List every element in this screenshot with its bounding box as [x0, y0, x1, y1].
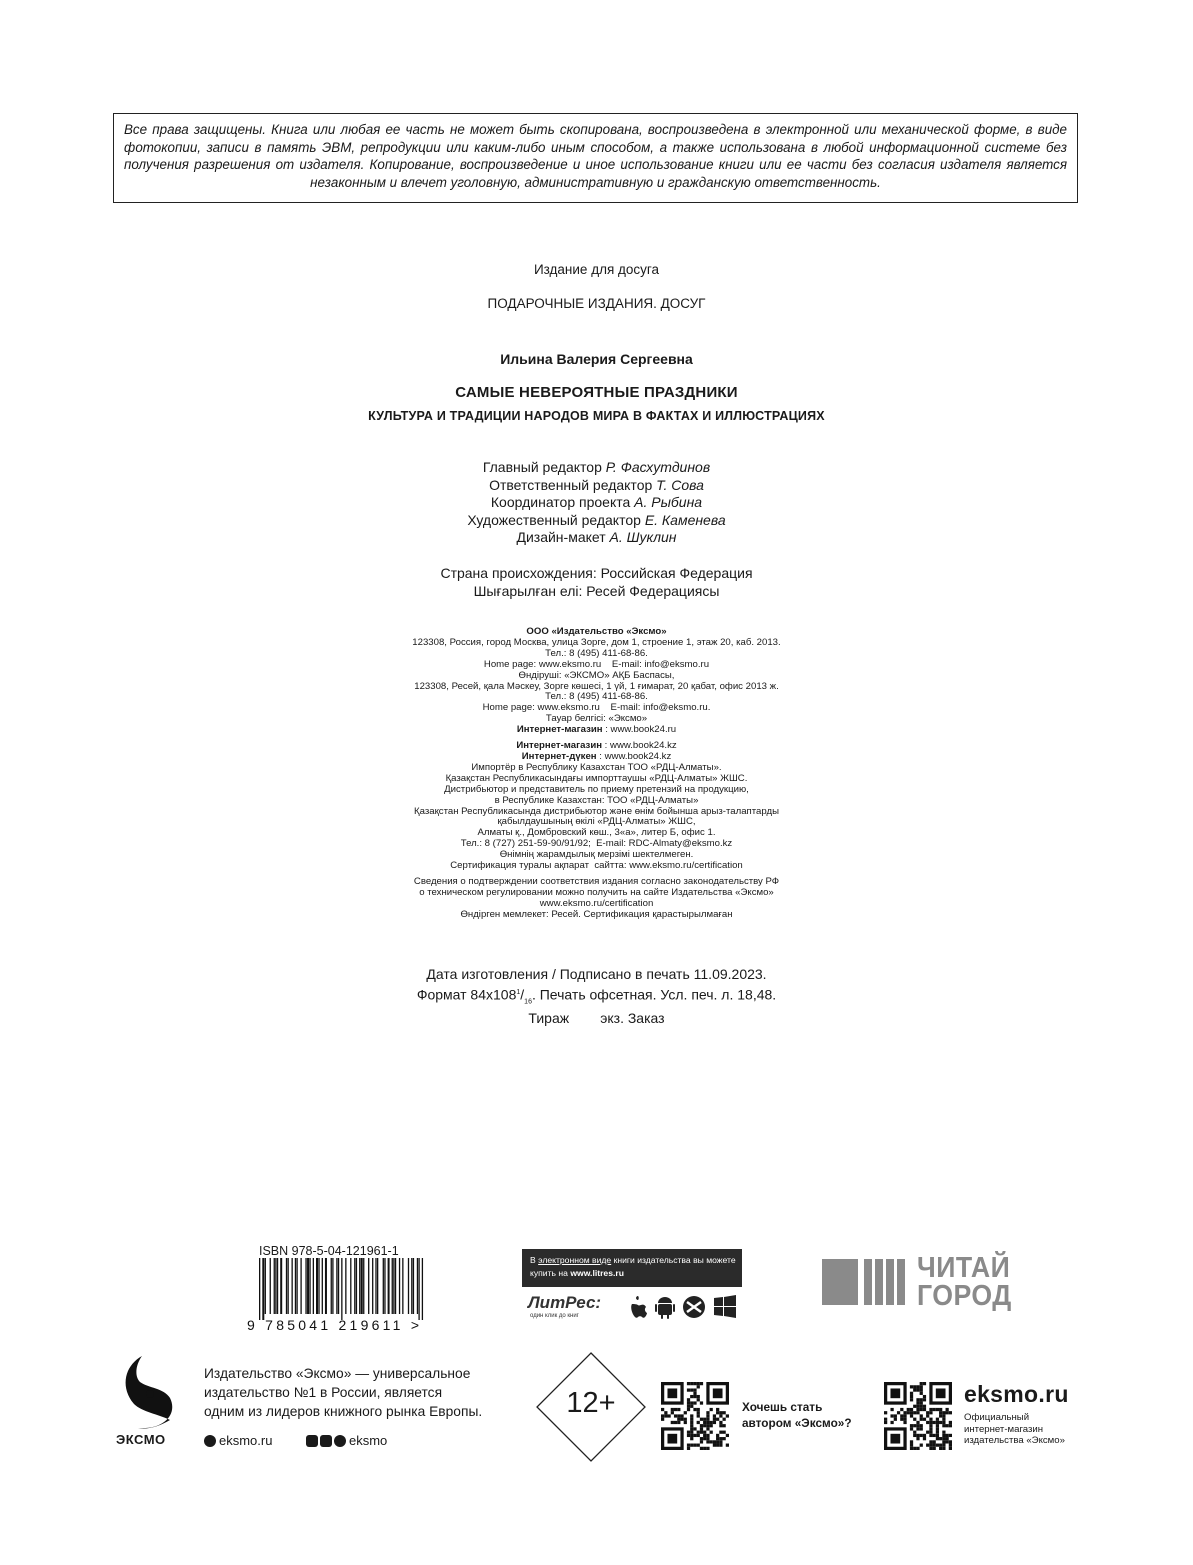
chitai-word: ЧИТАЙ	[917, 1252, 1011, 1284]
credit-line: Координатор проекта А. Рыбина	[490, 494, 703, 511]
eksmo-ru-title[interactable]: eksmo.ru	[964, 1381, 1069, 1407]
telegram-icon	[334, 1435, 346, 1447]
age-rating: 12+	[566, 1387, 616, 1419]
platform-icons	[628, 1294, 740, 1320]
author-qr-code[interactable]	[660, 1382, 730, 1450]
rights-notice: Все права защищены. Книга или любая ее часть не может быть скопирована, воспроизведена в электронной или механической форме, в виде фотокопии, записи в память ЭВМ, репродукции или каким-либо иным способом, а также использована в любой информационной системе без получения разрешения от издателя. Копирование, воспроизведение и иное использование книги или ее части без согласия издателя является незаконным и влечет уголовную, административную и гражданскую ответственность.	[113, 113, 1078, 203]
book-subtitle: КУЛЬТУРА И ТРАДИЦИИ НАРОДОВ МИРА В ФАКТАХ И ИЛЛЮСТРАЦИЯХ	[368, 409, 825, 423]
ok-icon	[320, 1435, 332, 1447]
credits	[0, 459, 1193, 547]
eksmo-site-link[interactable]: eksmo.ru	[204, 1433, 272, 1448]
apple-icon	[631, 1296, 647, 1318]
eksmo-social-links[interactable]: eksmo	[306, 1433, 387, 1448]
eksmo-brand-name: ЭКСМО	[116, 1432, 166, 1447]
windows-icon	[714, 1295, 736, 1318]
eksmo-logo-icon	[118, 1354, 180, 1430]
country-of-origin: Страна происхождения: Российская Федерация Шығарылған елі: Ресей Федерациясы	[440, 565, 753, 599]
litres-banner[interactable]: В электронном виде книги издательства вы можете купить на www.litres.ru	[522, 1249, 742, 1287]
gorod-word: ГОРОД	[917, 1280, 1012, 1312]
series-name: ПОДАРОЧНЫЕ ИЗДАНИЯ. ДОСУГ	[487, 296, 706, 311]
vk-icon	[306, 1435, 318, 1447]
isbn-barcode	[247, 1258, 427, 1333]
book-title: САМЫЕ НЕВЕРОЯТНЫЕ ПРАЗДНИКИ	[455, 384, 738, 401]
barcode-digits: 9 785041 219611 >	[247, 1317, 419, 1333]
edition-type: Издание для досуга	[533, 262, 660, 277]
xbox-icon	[683, 1296, 705, 1318]
globe-icon	[204, 1435, 216, 1447]
print-info: Дата изготовления / Подписано в печать 11.09.2023. Формат $84x108^1/_{16}$. Печать офсетная. Усл. печ. л. 18,48. Тираж экз. Заказ	[416, 966, 777, 1027]
credit-line: Главный редактор Р. Фасхутдинов	[482, 459, 711, 475]
litres-tagline: один клик до книг	[530, 1313, 579, 1319]
litres-logo: ЛитРес:	[528, 1293, 602, 1312]
author-cta: Хочешь стать автором «Эксмо»?	[742, 1400, 852, 1430]
publisher-imprint: ООО «Издательство «Эксмо» 123308, Россия, город Москва, улица Зорге, дом 1, строение 1, этаж 20, каб. 2013. Тел.: 8 (495) 411-68-86. Home page: www.eksmo.ru E-mail: info@eksmo.ru Өндіруші: «ЭКСМО» АҚБ Баспасы, 123308, Ресей, қала Мәскеу, Зорге көшесі, 1 үй, 1 ғимарат, 20 қабат, офис 2013 ж. Тел.: 8 (495) 411-68-86. Home page: www.eksmo.ru E-mail: info@eksmo.ru. Тауар белгісі: «Эксмо» Интернет-магазин : www.book24.ru Интернет-магазин : www.book24.kz Интернет-дүкен : www.book24.kz Импортёр в Республику Казахстан ТОО «РДЦ-Алматы». Қазақстан Республикасындағы импорттаушы «РДЦ-Алматы» ЖШС. Дистрибьютор и представитель по приему претензий на продукцию, в Республике Казахстан: ТОО «РДЦ-Алматы» Қазақстан Республикасында дистрибьютор және өнім бойынша арыз-талаптарды қабылдаушының өкілі «РДЦ-Алматы» ЖШС, Алматы қ., Домбровский көш., 3«а», литер Б, офис 1. Тел.: 8 (727) 251-59-90/91/92; E-mail: RDC-Almaty@eksmo.kz Өнімнің жарамдылық мерзімі шектелмеген. Сертификация туралы ақпарат сайтта: www.eksmo.ru/certification Сведения о подтверждении соответствия издания согласно законодательству РФ о техническом регулировании можно получить на сайте Издательства «Эксмо» www.eksmo.ru/certification Өндірген мемлекет: Ресей. Сертификация қарастырылмаған	[412, 626, 781, 920]
author-name: Ильина Валерия Сергеевна	[500, 351, 693, 367]
credit-line: Ответственный редактор Т. Сова	[489, 476, 704, 493]
eksmo-ru-subtitle: Официальный интернет-магазин издательства «Эксмо»	[964, 1412, 1065, 1446]
android-icon	[655, 1297, 675, 1319]
publisher-blurb: Издательство «Эксмо» — универсальное издательство №1 в России, является одним из лидеров книжного рынка Европы.	[204, 1366, 483, 1419]
shop-qr-code[interactable]	[883, 1382, 953, 1450]
isbn-number: ISBN 978-5-04-121961-1	[259, 1244, 399, 1258]
credit-line: Дизайн-макет А. Шуклин	[516, 529, 677, 546]
credit-line: Художественный редактор Е. Каменева	[467, 511, 726, 528]
